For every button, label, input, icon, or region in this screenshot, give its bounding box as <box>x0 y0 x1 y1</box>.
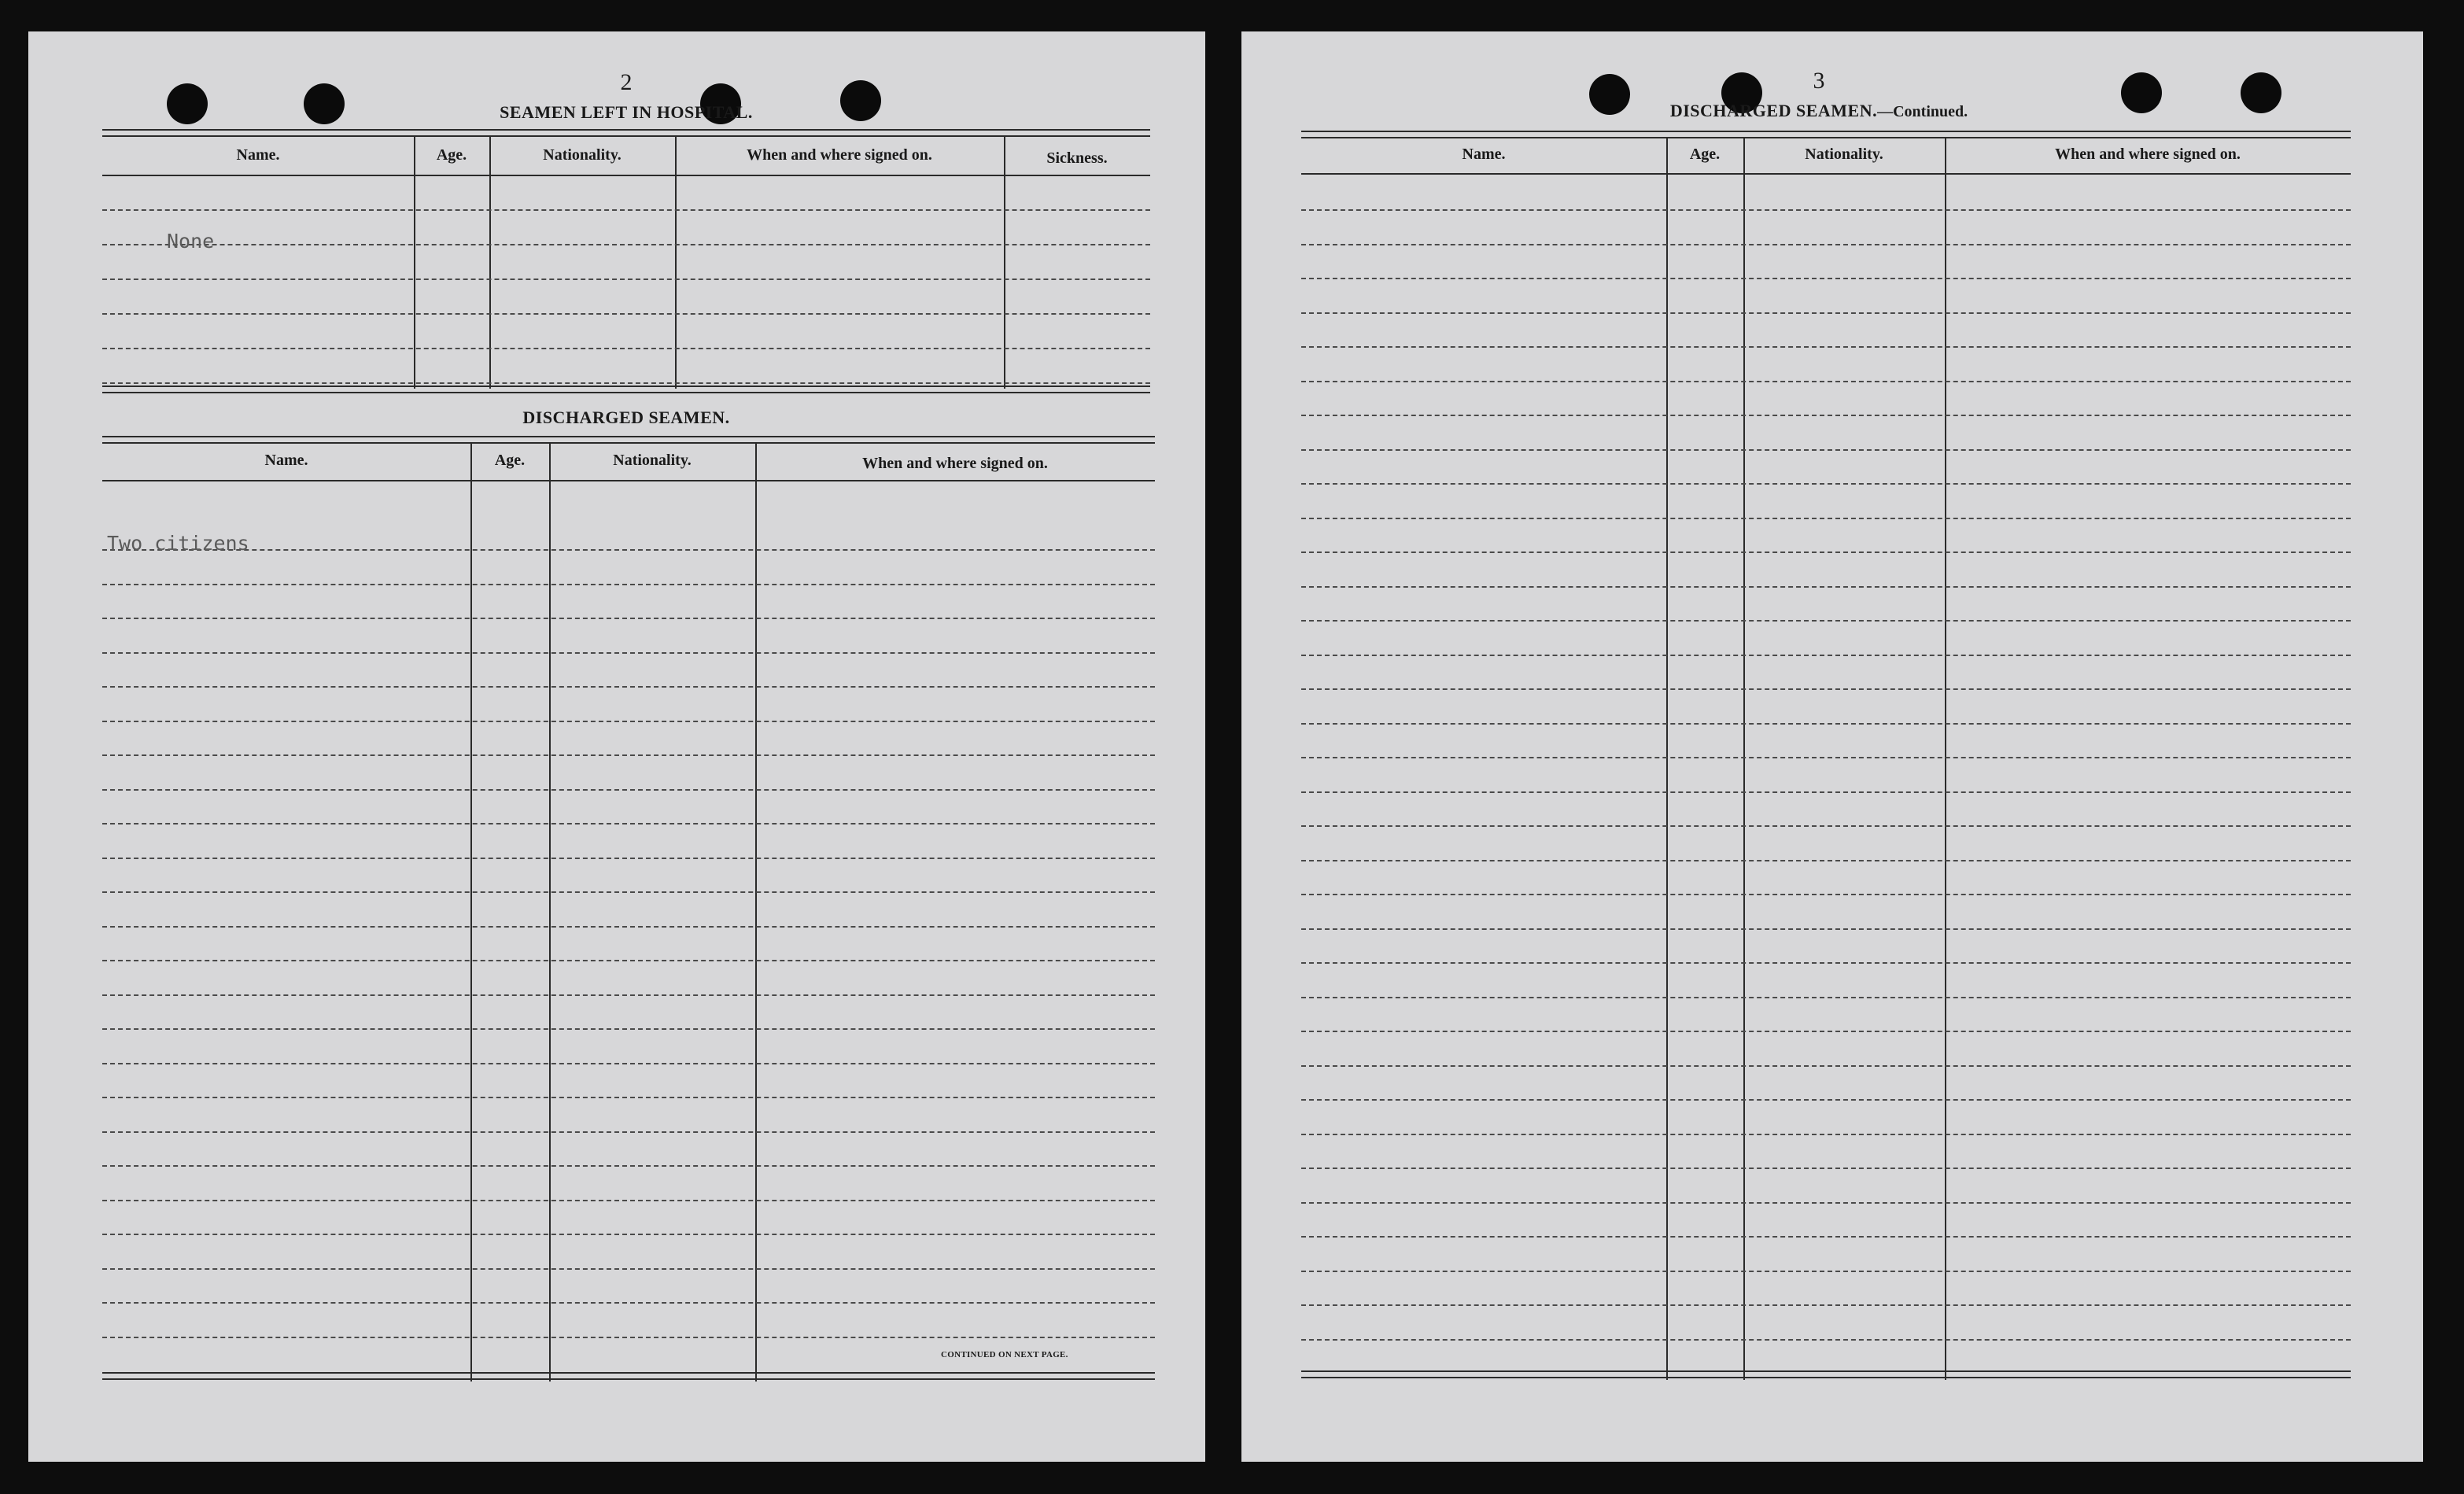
ruled-line <box>1301 1031 2351 1032</box>
ruled-line <box>102 823 1155 824</box>
ruled-line <box>102 1097 1155 1098</box>
ruled-line <box>102 858 1155 859</box>
column-header-sickness: Sickness. <box>1046 149 1108 167</box>
column-header-nationality: Nationality. <box>1805 145 1883 163</box>
hospital-section-title: SEAMEN LEFT IN HOSPITAL. <box>500 102 753 122</box>
column-header-age: Age. <box>494 451 526 469</box>
ruled-line <box>1301 1099 2351 1101</box>
ruled-line <box>1301 381 2351 382</box>
ruled-line <box>1301 620 2351 622</box>
ruled-line <box>1301 312 2351 314</box>
discharged-section-title: DISCHARGED SEAMEN. <box>522 408 730 427</box>
punch-hole <box>167 83 208 124</box>
ruled-line <box>102 1234 1155 1235</box>
ruled-line <box>1301 518 2351 519</box>
ruled-line <box>1301 244 2351 245</box>
punch-hole <box>840 80 881 121</box>
ruled-line <box>1301 1236 2351 1238</box>
column-header-nationality: Nationality. <box>613 451 692 469</box>
ruled-line <box>1301 483 2351 485</box>
ruled-line <box>1301 791 2351 793</box>
ruled-line <box>102 1063 1155 1064</box>
ruled-line <box>1301 551 2351 553</box>
ruled-line <box>1301 1065 2351 1067</box>
ruled-line <box>1301 1304 2351 1306</box>
ruled-line <box>102 789 1155 791</box>
column-header-nationality: Nationality. <box>543 146 622 164</box>
discharged-entry-name: Two citizens <box>107 532 249 555</box>
ruled-line <box>102 652 1155 654</box>
ruled-line <box>102 926 1155 928</box>
column-header-signed-on: When and where signed on. <box>747 146 932 164</box>
punch-hole <box>1589 74 1630 115</box>
section-title-text: DISCHARGED SEAMEN. <box>1669 101 1878 120</box>
ruled-line <box>1301 928 2351 930</box>
ruled-line <box>1301 894 2351 895</box>
ruled-line <box>102 994 1155 996</box>
ruled-line <box>1301 962 2351 964</box>
ruled-line <box>1301 1202 2351 1204</box>
ruled-line <box>102 584 1155 585</box>
section-title-suffix: —Continued. <box>1877 103 1968 120</box>
column-header-signed-on: When and where signed on. <box>862 454 1048 472</box>
column-header-age: Age. <box>436 146 467 164</box>
ruled-line <box>102 1337 1155 1338</box>
ruled-line <box>1301 825 2351 827</box>
continued-note: CONTINUED ON NEXT PAGE. <box>941 1350 1068 1359</box>
ruled-line <box>1301 860 2351 861</box>
hospital-table <box>102 129 1150 395</box>
ruled-line <box>1301 997 2351 998</box>
ruled-line <box>1301 723 2351 725</box>
page-number: 3 <box>1813 68 1825 94</box>
ruled-line <box>1301 346 2351 348</box>
ruled-line <box>102 686 1155 688</box>
column-header-name: Name. <box>1462 145 1506 163</box>
page-number: 2 <box>620 69 633 95</box>
ruled-line <box>1301 1339 2351 1341</box>
column-header-name: Name. <box>236 146 280 164</box>
column-header-age: Age. <box>1689 145 1721 163</box>
punch-hole <box>2121 72 2162 113</box>
ruled-line <box>1301 1168 2351 1169</box>
ruled-line <box>102 1131 1155 1133</box>
ruled-line <box>102 1268 1155 1270</box>
left-page <box>28 31 1205 1462</box>
ruled-line <box>102 960 1155 961</box>
ruled-line <box>102 618 1155 619</box>
column-header-signed-on: When and where signed on. <box>2055 145 2241 163</box>
ruled-line <box>102 754 1155 756</box>
punch-hole <box>2241 72 2281 113</box>
ruled-line <box>1301 209 2351 211</box>
ruled-line <box>1301 688 2351 690</box>
ruled-line <box>102 891 1155 893</box>
ruled-line <box>1301 757 2351 758</box>
ruled-line <box>1301 449 2351 451</box>
hospital-entry-name: None <box>167 230 215 253</box>
discharged-table <box>102 436 1155 1396</box>
ruled-line <box>1301 586 2351 588</box>
ruled-line <box>1301 278 2351 279</box>
ruled-line <box>1301 415 2351 416</box>
column-header-name: Name. <box>264 451 308 469</box>
ruled-line <box>102 1302 1155 1304</box>
ruled-line <box>102 1200 1155 1201</box>
ruled-line <box>102 1028 1155 1030</box>
ruled-line <box>1301 1271 2351 1272</box>
discharged-continued-table <box>1301 131 2351 1396</box>
ruled-line <box>102 721 1155 722</box>
right-page <box>1241 31 2423 1462</box>
discharged-continued-title <box>1670 101 1968 121</box>
ruled-line <box>1301 1134 2351 1135</box>
ruled-line <box>102 1165 1155 1167</box>
ruled-line <box>102 549 1155 551</box>
ruled-line <box>1301 655 2351 656</box>
punch-hole <box>304 83 345 124</box>
